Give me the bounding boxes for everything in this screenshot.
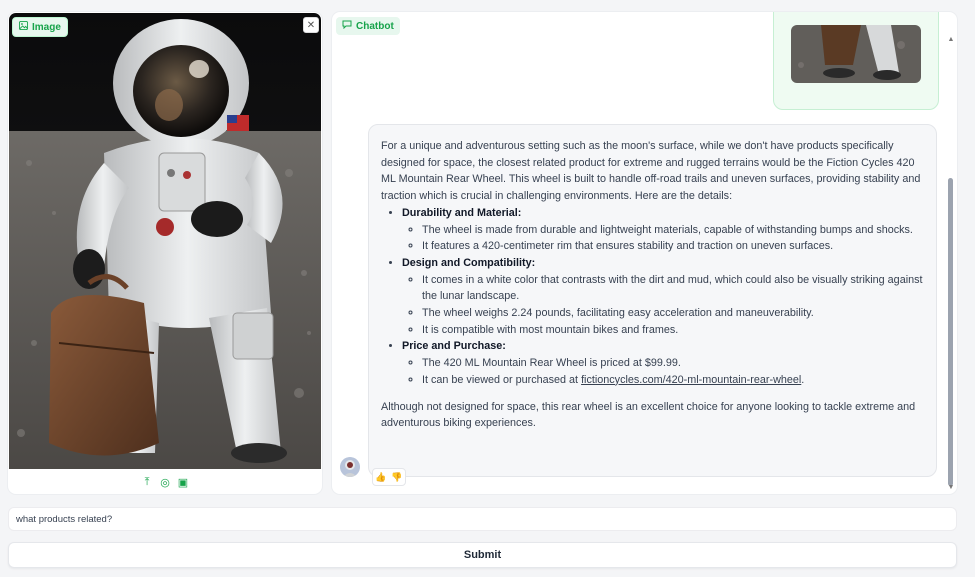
avatar (340, 457, 360, 477)
section-points (402, 272, 924, 339)
link-prefix: It can be viewed or purchased at (422, 373, 582, 386)
chat-scrollbar[interactable] (947, 36, 955, 492)
clipboard-icon[interactable]: ▣ (177, 476, 189, 489)
section-points (402, 355, 924, 388)
close-icon: ✕ (306, 19, 316, 31)
product-link[interactable]: fictioncycles.com/420-ml-mountain-rear-wheel (581, 373, 802, 386)
link-suffix: . (801, 373, 805, 386)
user-image-thumbnail[interactable] (791, 25, 921, 83)
list-item: ◦ It features a 420-centimeter rim that ensures stability and traction on uneven surfaces. (422, 238, 924, 255)
image-toolbar (8, 473, 322, 491)
chatbot-label-tag (336, 17, 400, 35)
submit-button[interactable]: Submit (8, 542, 957, 568)
scroll-down-icon[interactable]: ▼ (947, 484, 955, 491)
message-input[interactable] (8, 507, 957, 531)
feedback-controls (372, 468, 406, 486)
details-list (381, 205, 924, 389)
bot-message-bubble (368, 124, 937, 477)
list-item: ◦ It is compatible with most mountain bikes and frames. (422, 322, 924, 339)
bot-closing-text: Although not designed for space, this rear wheel is an excellent choice for anyone looking to tackle extreme and adventurous biking experiences. (381, 400, 916, 430)
bot-intro-text: For a unique and adventurous setting such as the moon's surface, while we don't have products specifically designed for space, the closest related product for extreme and rugged terrains would be the Fiction Cycles 420 ML Mountain Rear Wheel. This wheel is built to handle off-road trails and uneven surfaces, providing stability and traction which is crucial in challenging environments. Here are the details: (381, 140, 921, 203)
webcam-icon[interactable]: ◎ (160, 476, 170, 489)
chatbot-label-text: Chatbot (356, 20, 394, 32)
scroll-up-icon[interactable]: ▲ (947, 36, 955, 43)
clear-image-button[interactable] (303, 17, 319, 33)
chatbot-panel (332, 12, 957, 494)
user-message-bubble (773, 12, 939, 110)
image-label-text: Image (32, 21, 61, 33)
image-label-tag (12, 17, 68, 37)
list-item (422, 372, 924, 389)
section-points (402, 222, 924, 255)
detail-section (402, 338, 924, 388)
list-item: ◦ The 420 ML Mountain Rear Wheel is priced at $99.99. (422, 355, 924, 372)
section-title: Durability and Material: (402, 206, 522, 219)
image-icon (19, 21, 28, 33)
astronaut-photo (9, 13, 321, 469)
section-title: Price and Purchase: (402, 340, 506, 353)
section-title: Design and Compatibility: (402, 256, 536, 269)
upload-icon[interactable]: ⤒ (144, 475, 150, 488)
image-panel (8, 12, 322, 494)
thumbs-up-icon[interactable]: 👍 (375, 471, 387, 482)
detail-section (402, 205, 924, 255)
list-item: ◦ The wheel is made from durable and lightweight materials, capable of withstanding bumps and shocks. (422, 222, 924, 239)
thumbs-down-icon[interactable]: 👎 (391, 471, 403, 482)
list-item: ◦ The wheel weighs 2.24 pounds, facilitating easy acceleration and maneuverability. (422, 305, 924, 322)
chat-bubble-icon (342, 20, 352, 32)
scroll-thumb[interactable] (948, 178, 953, 486)
list-item: ◦ It comes in a white color that contrasts with the dirt and mud, which could also be visually striking against the lunar landscape. (422, 272, 924, 305)
detail-section (402, 255, 924, 339)
